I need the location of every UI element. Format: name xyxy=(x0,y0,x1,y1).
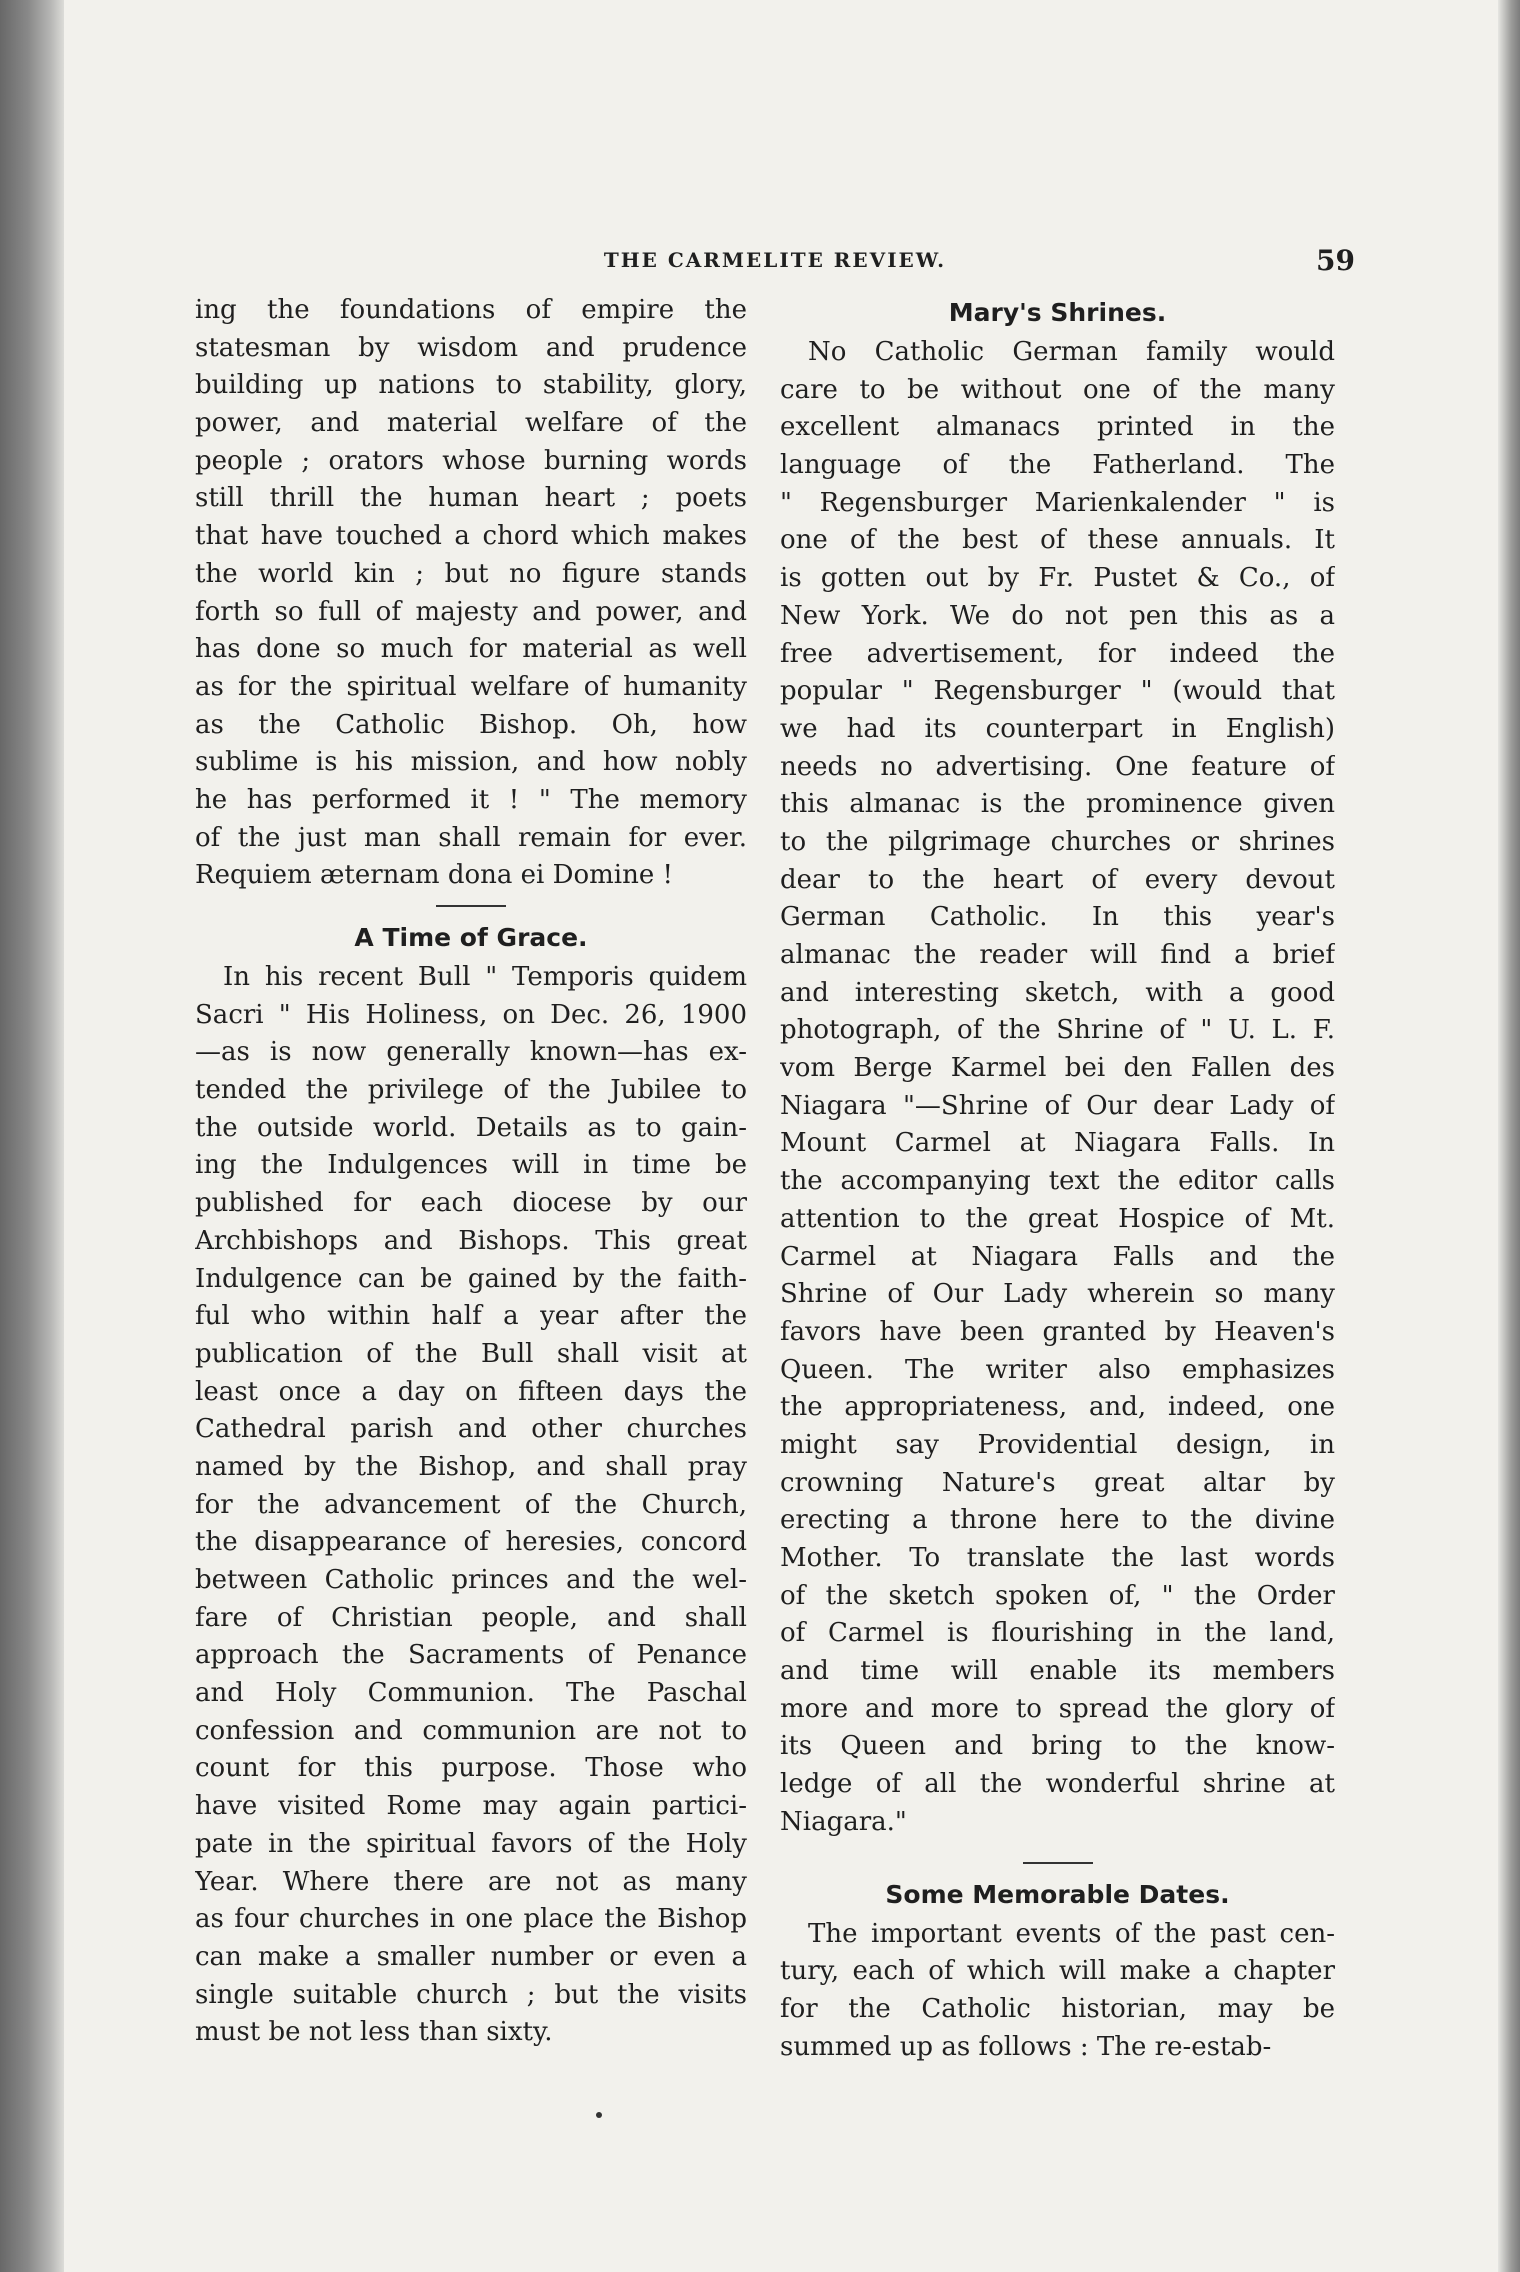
text-line: the disappearance of heresies, concord xyxy=(195,1527,747,1558)
text-line: its Queen and bring to the know- xyxy=(780,1731,1335,1762)
text-line: approach the Sacraments of Penance xyxy=(195,1640,747,1671)
text-line: between Catholic princes and the wel- xyxy=(195,1565,747,1595)
text-line: the accompanying text the editor calls xyxy=(780,1166,1335,1197)
text-line: Carmel at Niagara Falls and the xyxy=(780,1241,1335,1272)
text-line: single suitable church ; but the visits xyxy=(195,1979,747,2010)
text-line: " Regensburger Marienkalender " is xyxy=(780,487,1335,518)
text-line: people ; orators whose burning words xyxy=(195,445,747,476)
text-line: crowning Nature's great altar by xyxy=(780,1467,1335,1498)
page-edge-shadow xyxy=(1498,0,1520,2272)
text-line: photograph, of the Shrine of " U. L. F. xyxy=(780,1015,1335,1046)
right-paragraph-2 xyxy=(780,1916,1335,2067)
text-line: language of the Fatherland. The xyxy=(780,450,1335,481)
running-title: THE CARMELITE REVIEW. xyxy=(603,248,947,272)
text-line: of Carmel is flourishing in the land, xyxy=(780,1618,1335,1649)
section-heading-time-of-grace: A Time of Grace. xyxy=(354,923,588,952)
text-line: Sacri " His Holiness, on Dec. 26, 1900 xyxy=(195,999,747,1030)
text-line: as the Catholic Bishop. Oh, how xyxy=(195,709,747,740)
text-line: attention to the great Hospice of Mt. xyxy=(780,1203,1335,1234)
text-line: building up nations to stability, glory, xyxy=(195,370,747,401)
page-number: 59 xyxy=(1316,244,1355,277)
text-line: to the pilgrimage churches or shrines xyxy=(780,826,1335,857)
text-line: and interesting sketch, with a good xyxy=(780,977,1335,1008)
spacer xyxy=(780,1842,1335,1852)
text-line: statesman by wisdom and prudence xyxy=(195,332,747,363)
text-line: dear to the heart of every devout xyxy=(780,864,1335,895)
text-line: Niagara "—Shrine of Our dear Lady of xyxy=(780,1090,1335,1121)
text-line: confession and communion are not to xyxy=(195,1715,747,1746)
section-heading-memorable-dates: Some Memorable Dates. xyxy=(885,1879,1230,1909)
text-line: care to be without one of the many xyxy=(780,374,1335,405)
text-line: ledge of all the wonderful shrine at xyxy=(780,1769,1335,1800)
text-line: erecting a throne here to the divine xyxy=(780,1505,1335,1536)
text-line: favors have been granted by Heaven's xyxy=(780,1316,1335,1347)
text-line: needs no advertising. One feature of xyxy=(780,751,1335,782)
text-line: excellent almanacs printed in the xyxy=(780,412,1335,443)
text-line: Indulgence can be gained by the faith- xyxy=(195,1263,747,1294)
text-line: have visited Rome may again partici- xyxy=(195,1791,747,1822)
text-line: forth so full of majesty and power, and xyxy=(195,596,747,627)
page-header xyxy=(195,244,1355,288)
text-line: Queen. The writer also emphasizes xyxy=(780,1354,1335,1385)
text-line: almanac the reader will find a brief xyxy=(780,940,1335,970)
text-line: this almanac is the prominence given xyxy=(780,789,1335,820)
text-line: that have touched a chord which makes xyxy=(195,521,747,552)
text-line: tended the privilege of the Jubilee to xyxy=(195,1075,747,1106)
text-line: is gotten out by Fr. Pustet & Co., of xyxy=(780,563,1335,594)
text-line: of the sketch spoken of, " the Order xyxy=(780,1580,1335,1611)
text-line: German Catholic. In this year's xyxy=(780,902,1335,933)
text-line: ing the foundations of empire the xyxy=(195,295,747,325)
print-speck xyxy=(596,2112,602,2118)
text-line: must be not less than sixty. xyxy=(195,2017,553,2048)
section-divider xyxy=(780,1852,1335,1874)
text-line: sublime is his mission, and how nobly xyxy=(195,747,747,778)
left-column xyxy=(195,292,747,2052)
text-line: still thrill the human heart ; poets xyxy=(195,483,747,514)
text-line: No Catholic German family would xyxy=(808,337,1335,367)
text-line: and time will enable its members xyxy=(780,1656,1335,1687)
text-line: the appropriateness, and, indeed, one xyxy=(780,1392,1335,1423)
right-column xyxy=(780,292,1335,2066)
text-line: the world kin ; but no figure stands xyxy=(195,558,747,589)
section-divider xyxy=(195,895,747,917)
text-line: The important events of the past cen- xyxy=(808,1918,1335,1949)
text-line: publication of the Bull shall visit at xyxy=(195,1338,747,1369)
text-line: of the just man shall remain for ever. xyxy=(195,822,747,853)
text-line: Mother. To translate the last words xyxy=(780,1543,1335,1573)
text-line: In his recent Bull " Temporis quidem xyxy=(223,962,747,992)
text-line: Archbishops and Bishops. This great xyxy=(195,1225,747,1256)
text-line: Shrine of Our Lady wherein so many xyxy=(780,1279,1335,1310)
text-line: New York. We do not pen this as a xyxy=(780,600,1335,631)
left-paragraph-1 xyxy=(195,292,747,895)
text-line: ful who within half a year after the xyxy=(195,1301,747,1332)
text-line: Niagara." xyxy=(780,1806,907,1837)
text-line: Mount Carmel at Niagara Falls. In xyxy=(780,1128,1335,1159)
text-line: one of the best of these annuals. It xyxy=(780,525,1335,556)
text-line: popular " Regensburger " (would that xyxy=(780,676,1335,707)
text-line: and Holy Communion. The Paschal xyxy=(195,1678,747,1709)
text-line: the outside world. Details as to gain- xyxy=(195,1112,747,1143)
text-line: named by the Bishop, and shall pray xyxy=(195,1451,747,1482)
text-line: tury, each of which will make a chapter xyxy=(780,1956,1335,1987)
text-line: he has performed it ! " The memory xyxy=(195,784,747,815)
text-line: Year. Where there are not as many xyxy=(195,1866,747,1897)
section-heading-marys-shrines: Mary's Shrines. xyxy=(948,298,1167,327)
text-line: Requiem æternam dona ei Domine ! xyxy=(195,860,673,891)
text-line: might say Providential design, in xyxy=(780,1429,1335,1460)
text-line: more and more to spread the glory of xyxy=(780,1693,1335,1724)
text-line: has done so much for material as well xyxy=(195,634,747,665)
text-line: free advertisement, for indeed the xyxy=(780,638,1335,669)
text-line: fare of Christian people, and shall xyxy=(195,1602,747,1633)
text-line: published for each diocese by our xyxy=(195,1188,747,1219)
page-gutter-shadow xyxy=(0,0,64,2272)
left-paragraph-2 xyxy=(195,959,747,2052)
text-line: as for the spiritual welfare of humanity xyxy=(195,671,747,702)
text-line: power, and material welfare of the xyxy=(195,408,747,439)
text-line: —as is now generally known—has ex- xyxy=(195,1037,747,1068)
right-paragraph-1 xyxy=(780,334,1335,1842)
text-line: Cathedral parish and other churches xyxy=(195,1414,747,1445)
text-line: for the advancement of the Church, xyxy=(195,1489,747,1520)
text-line: as four churches in one place the Bishop xyxy=(195,1904,747,1935)
text-line: we had its counterpart in English) xyxy=(780,713,1335,744)
text-line: count for this purpose. Those who xyxy=(195,1753,747,1784)
text-line: can make a smaller number or even a xyxy=(195,1941,747,1972)
text-line: least once a day on fifteen days the xyxy=(195,1376,747,1407)
text-line: summed up as follows : The re-estab- xyxy=(780,2031,1272,2062)
text-line: vom Berge Karmel bei den Fallen des xyxy=(780,1053,1335,1084)
text-line: ing the Indulgences will in time be xyxy=(195,1150,747,1181)
text-line: for the Catholic historian, may be xyxy=(780,1993,1335,2024)
text-line: pate in the spiritual favors of the Holy xyxy=(195,1828,747,1859)
